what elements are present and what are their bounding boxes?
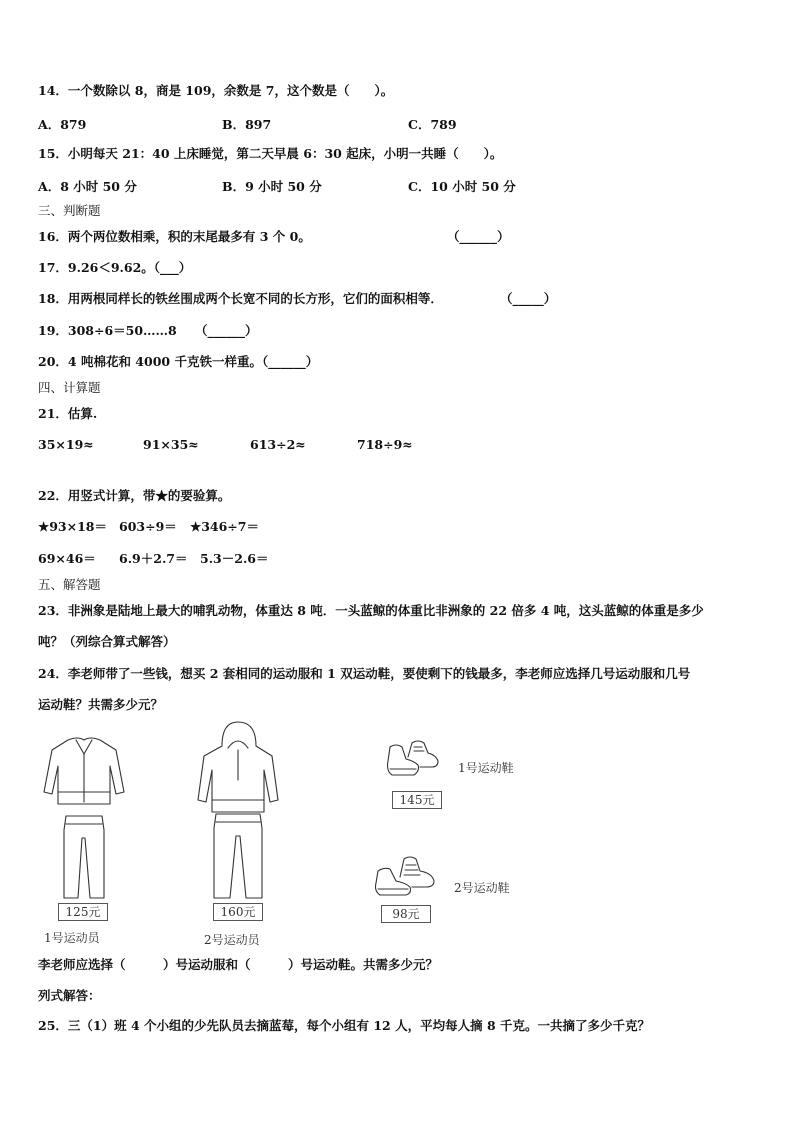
vertical-calc-item: 6.9＋2.7＝ [119, 551, 188, 566]
section-heading-judgement: 三、判断题 [38, 203, 101, 218]
q14-option-c: C．789 [408, 117, 457, 132]
question-24-formula-label: 列式解答： [38, 988, 101, 1003]
question-15: 15．小明每天 21：40 上床睡觉，第二天早晨 6：30 起床，小明一共睡（ ）。 [38, 146, 503, 161]
sportswear-1-price: 125元 [58, 903, 108, 921]
question-21: 21．估算. [38, 406, 98, 421]
sportswear-2-illustration [196, 720, 280, 902]
question-24-line2: 运动鞋？共需多少元？ [38, 697, 164, 712]
estimate-item: 613÷2≈ [250, 437, 306, 452]
sneaker-1-label: 1号运动鞋 [458, 761, 514, 775]
q19-answer-blank[interactable]: （______） [195, 323, 258, 338]
question-16: 16．两个两位数相乘，积的末尾最多有 3 个 0。 [38, 229, 311, 244]
estimate-item: 35×19≈ [38, 437, 94, 452]
sportswear-2-price: 160元 [213, 903, 263, 921]
section-heading-calculation: 四、计算题 [38, 380, 101, 395]
sportswear-1-label: 1号运动员 [44, 931, 100, 945]
question-24-line1: 24．李老师带了一些钱，想买 2 套相同的运动服和 1 双运动鞋，要使剩下的钱最多，李老师应选择几号运动服和几号 [38, 666, 691, 681]
estimate-item: 718÷9≈ [357, 437, 413, 452]
sneaker-1-price: 145元 [392, 791, 442, 809]
q15-option-b: B．9 小时 50 分 [222, 179, 322, 194]
vertical-calc-item: 5.3－2.6＝ [200, 551, 269, 566]
q18-answer-blank[interactable]: （_____） [500, 291, 557, 306]
question-18: 18．用两根同样长的铁丝围成两个长宽不同的长方形，它们的面积相等． [38, 291, 443, 306]
question-17: 17．9.26＜9.62。（___） [38, 260, 192, 275]
q15-option-c: C．10 小时 50 分 [408, 179, 516, 194]
question-24-answer-line: 李老师应选择（ ）号运动服和（ ）号运动鞋。共需多少元？ [38, 957, 439, 972]
sportswear-2-label: 2号运动员 [204, 933, 260, 947]
section-heading-answer: 五、解答题 [38, 577, 101, 592]
question-20: 20．4 吨棉花和 4000 千克铁一样重。（______） [38, 354, 319, 369]
question-23-line1: 23．非洲象是陆地上最大的哺乳动物，体重达 8 吨．一头蓝鲸的体重比非洲象的 22 倍多 4 吨，这头蓝鲸的体重是多少 [38, 603, 704, 618]
question-23-line2: 吨？（列综合算式解答） [38, 634, 176, 649]
q15-option-a: A．8 小时 50 分 [38, 179, 137, 194]
q14-option-b: B．897 [222, 117, 272, 132]
sneaker-2-label: 2号运动鞋 [454, 881, 510, 895]
question-25: 25．三（1）班 4 个小组的少先队员去摘蓝莓，每个小组有 12 人，平均每人摘 8 千克。一共摘了多少千克？ [38, 1018, 650, 1033]
question-14: 14．一个数除以 8，商是 109，余数是 7，这个数是（ ）。 [38, 83, 394, 98]
vertical-calc-item: 69×46＝ [38, 551, 96, 566]
vertical-calc-item: ★93×18＝ [38, 519, 107, 534]
sneaker-2-price: 98元 [381, 905, 431, 923]
estimate-item: 91×35≈ [143, 437, 199, 452]
question-19: 19．308÷6＝50……8 [38, 323, 177, 338]
q16-answer-blank[interactable]: （______） [447, 229, 510, 244]
vertical-calc-item: 603÷9＝ [119, 519, 177, 534]
sneaker-2-illustration [374, 853, 438, 901]
question-22: 22．用竖式计算，带★的要验算。 [38, 488, 231, 503]
sportswear-1-illustration [38, 732, 130, 902]
vertical-calc-item: ★346÷7＝ [190, 519, 259, 534]
q14-option-a: A．879 [38, 117, 87, 132]
sneaker-1-illustration [384, 735, 442, 781]
